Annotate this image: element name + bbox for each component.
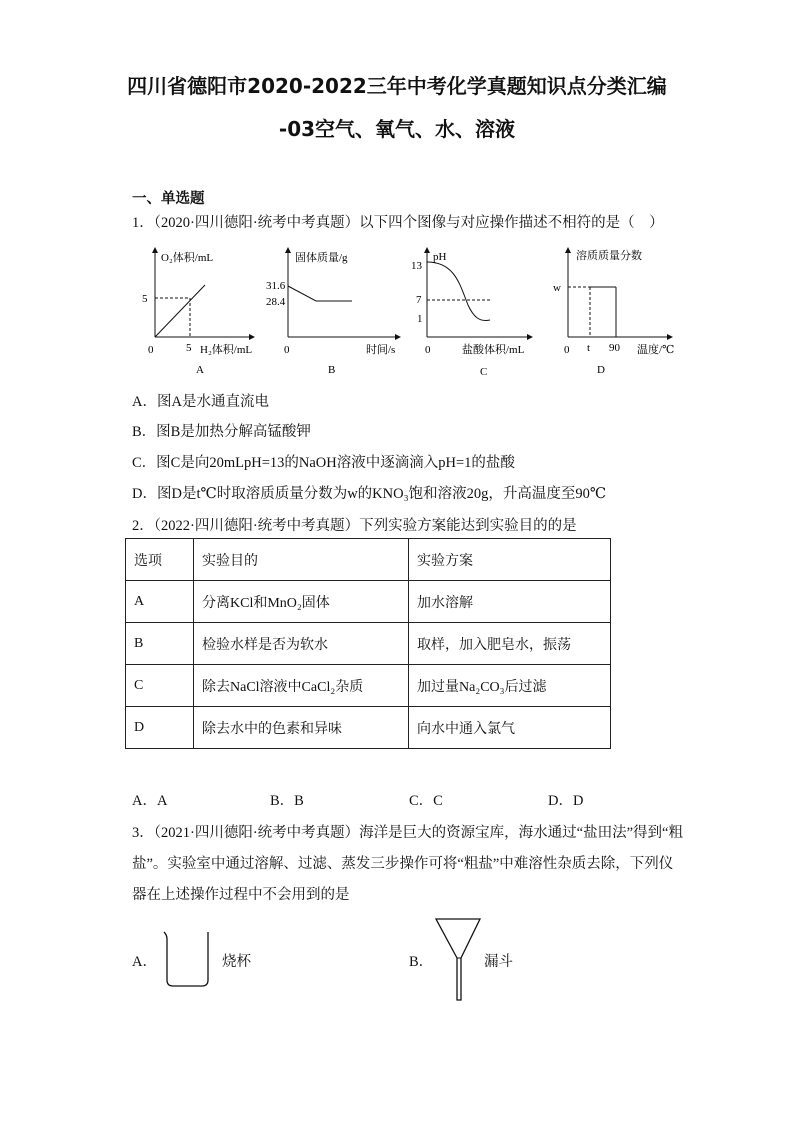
- q3-option-b-label: 漏斗: [484, 954, 513, 970]
- q3-option-a-letter: A．: [132, 954, 157, 970]
- q3-stem-line1: 3．（2021·四川德阳·统考中考真题）海洋是巨大的资源宝库，海水通过“盐田法”得到“粗: [132, 825, 683, 841]
- q1-option-c: C．图C是向20mLpH=13的NaOH溶液中逐滴滴入pH=1的盐酸: [132, 455, 515, 471]
- q3-stem-line3: 器在上述操作过程中不会用到的是: [132, 887, 350, 903]
- graph-c-ylabel: pH: [433, 251, 447, 263]
- graph-d-ylabel: 溶质质量分数: [576, 250, 642, 262]
- graph-c-xlabel: 盐酸体积/mL: [462, 344, 525, 356]
- graph-c-ytick-1: 1: [417, 313, 423, 325]
- q1-option-d: D．图D是t℃时取溶质质量分数为w的KNO₃饱和溶液20g，升高温度至90℃: [132, 486, 607, 502]
- graph-b-origin: 0: [284, 344, 290, 356]
- table-row: [126, 665, 611, 707]
- q3-stem-line2: 盐”。实验室中通过溶解、过滤、蒸发三步操作可将“粗盐”中难溶性杂质去除，下列仪: [132, 856, 674, 872]
- graph-d-origin: 0: [564, 344, 570, 356]
- table-cell: 检验水样是否为软水: [194, 623, 409, 665]
- graph-b-ylabel: 固体质量/g: [295, 252, 348, 264]
- graph-d-ytick-w: w: [553, 282, 561, 294]
- table-cell: 加过量Na₂CO₃后过滤: [409, 665, 611, 707]
- table-header-cell: 实验方案: [409, 539, 611, 581]
- graph-c-ytick-13: 13: [411, 260, 422, 272]
- table-cell: 取样，加入肥皂水，振荡: [409, 623, 611, 665]
- table-cell: 分离KCl和MnO₂固体: [194, 581, 409, 623]
- table-cell: 向水中通入氯气: [409, 707, 611, 749]
- graph-c-ytick-7: 7: [416, 294, 422, 306]
- graph-a-xtick: 5: [186, 342, 192, 354]
- table-header-row: [126, 539, 611, 581]
- graph-a-ytick: 5: [142, 293, 148, 305]
- q2-answer-c: C．C: [409, 793, 443, 809]
- graph-a-line: [155, 285, 205, 337]
- q2-stem: 2．（2022·四川德阳·统考中考真题）下列实验方案能达到实验目的的是: [132, 518, 577, 534]
- graph-d-xtick-t: t: [587, 342, 591, 354]
- q2-answer-a: A．A: [132, 793, 168, 809]
- graph-c-origin: 0: [425, 344, 431, 356]
- graph-a-origin: 0: [148, 344, 154, 356]
- graph-b-xlabel: 时间/s: [366, 344, 396, 356]
- table-row: [126, 623, 611, 665]
- graph-c: [411, 250, 530, 378]
- graph-a-ylabel: O₂体积/mL: [161, 252, 214, 264]
- section-heading: 一、单选题: [132, 191, 205, 207]
- q2-table: [125, 538, 611, 749]
- graph-c-caption: C: [480, 366, 488, 378]
- table-row: [126, 581, 611, 623]
- table-header-cell: 选项: [126, 539, 194, 581]
- graph-d: [553, 248, 674, 376]
- funnel-icon: [432, 916, 484, 1004]
- q1-graphs: [130, 240, 690, 380]
- graph-a-xlabel: H₂体积/mL: [200, 344, 253, 356]
- doc-title-line1: 四川省德阳市2020-2022三年中考化学真题知识点分类汇编: [127, 74, 667, 98]
- beaker-icon: [160, 928, 216, 990]
- graph-b-ytick-low: 28.4: [266, 296, 286, 308]
- q1-stem: 1．（2020·四川德阳·统考中考真题）以下四个图像与对应操作描述不相符的是（ ）: [132, 215, 664, 231]
- graph-b-caption: B: [328, 364, 336, 376]
- table-cell: A: [126, 581, 194, 623]
- table-cell: B: [126, 623, 194, 665]
- graph-d-xtick-90: 90: [609, 342, 620, 354]
- table-header-cell: 实验目的: [194, 539, 409, 581]
- q3-option-a-label: 烧杯: [222, 954, 251, 970]
- table-row: [126, 707, 611, 749]
- q2-answer-d: D．D: [548, 793, 584, 809]
- doc-title-line2: -03空气、氧气、水、溶液: [278, 117, 516, 141]
- graph-d-caption: D: [597, 364, 605, 376]
- graph-b: [266, 250, 398, 376]
- graph-d-xlabel: 温度/℃: [637, 344, 675, 356]
- table-cell: 除去NaCl溶液中CaCl₂杂质: [194, 665, 409, 707]
- table-cell: 除去水中的色素和异味: [194, 707, 409, 749]
- graph-a: [142, 250, 252, 376]
- q1-option-b: B．图B是加热分解高锰酸钾: [132, 424, 311, 440]
- q2-answer-b: B．B: [270, 793, 304, 809]
- graph-b-line: [288, 286, 352, 301]
- table-cell: D: [126, 707, 194, 749]
- table-cell: C: [126, 665, 194, 707]
- q3-option-b-letter: B．: [409, 954, 434, 970]
- q1-option-a: A．图A是水通直流电: [132, 394, 269, 410]
- table-cell: 加水溶解: [409, 581, 611, 623]
- graph-a-caption: A: [196, 364, 204, 376]
- graph-b-ytick-high: 31.6: [266, 280, 286, 292]
- graph-c-curve: [427, 262, 490, 320]
